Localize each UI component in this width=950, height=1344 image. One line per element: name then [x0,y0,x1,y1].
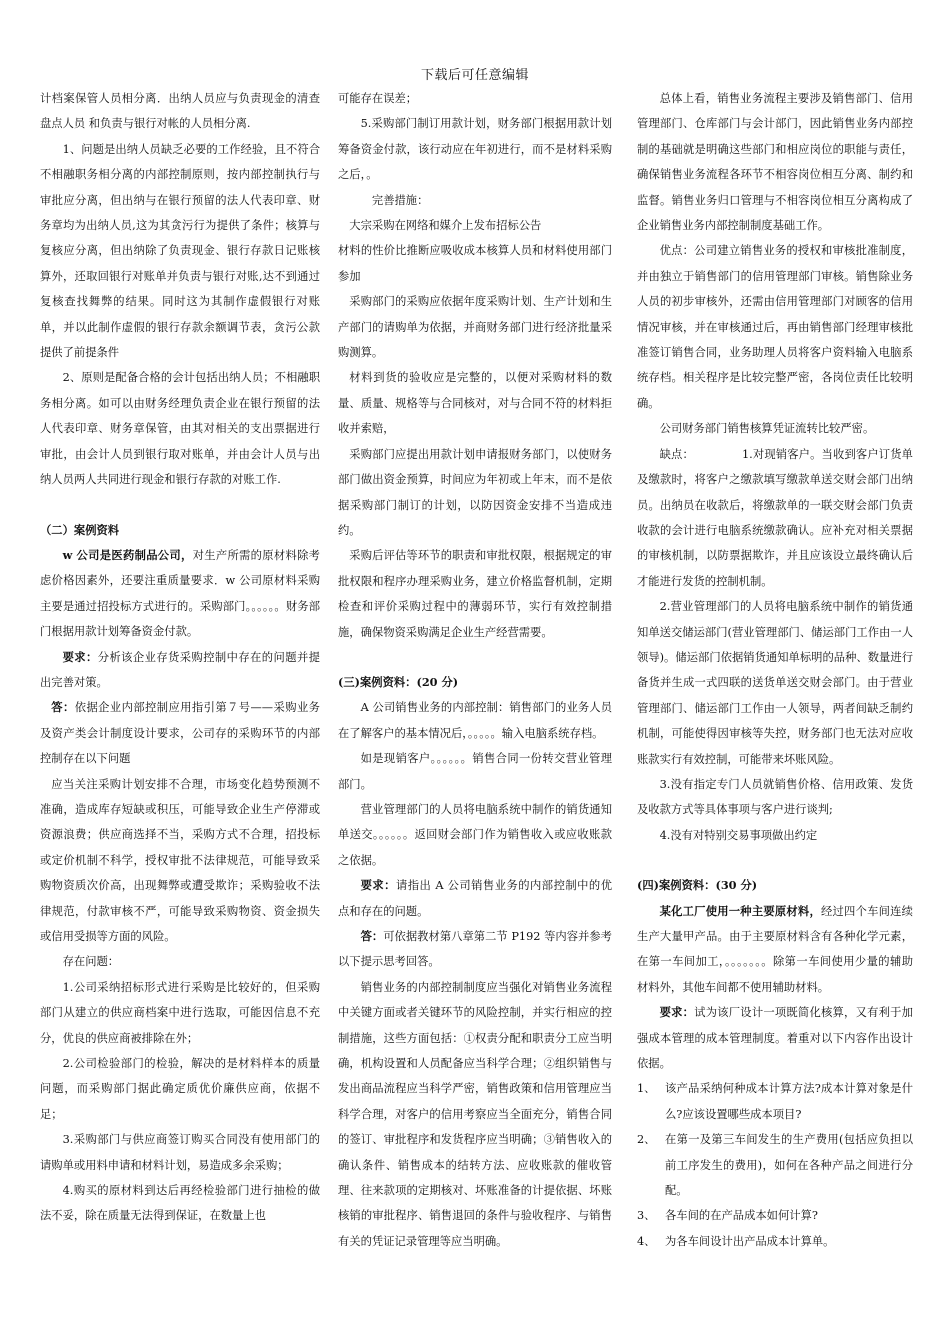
paragraph [40,695,320,771]
case-text: 经过四个车间连续生产大量甲产品。由于主要原材料含有各种化学元素，在第一车间加工，。。。。。。。除第一车间使用少量的辅助材料外，其他车间都不使用辅助材料。 [637,904,913,994]
requirement-label: 要求： [360,878,396,893]
list-item: 大宗采购在网络和媒介上发布招标公告 [349,219,542,233]
paragraph [40,645,320,696]
paragraph: 可能存在误差； [338,92,418,105]
column-1 [40,86,320,1229]
question-text: 在第一及第三车间发生的生产费用(包括应负担以前工序发生的费用)，如何在各种产品之间进行分配。 [665,1133,913,1198]
page-header: 下载后可任意编辑 [420,68,529,83]
list-item: 3.采购部门与供应商签订购买合同没有使用部门的请购单或用料申请和材料计划，易造成多余采购； [40,1133,320,1172]
paragraph: 2、原则是配备合格的会计包括出纳人员；不相融职务相分离。如可以由财务经理负责企业在银行预留的法人代表印章、财务章保管，由其对相关的支出票据进行审批，由会计人员到银行取对账单，并由会计人员与出纳人员两人共同进行现金和银行存款的对账工作. [40,371,320,487]
paragraph: 总体上看，销售业务流程主要涉及销售部门、信用管理部门、仓库部门与会计部门，因此销售业务内部控制的基础就是明确这些部门和相应岗位的职能与责任，确保销售业务流程各环节不相容岗位相互分离、制约和监督。销售业务归口管理与不相容岗位相互分离构成了企业销售业务内部控制制度基础工作。 [637,92,913,233]
question-number: 4、 [637,1234,656,1248]
paragraph [637,442,913,594]
paragraph: 1、问题是出纳人员缺乏必要的工作经验，且不符合不相融职务相分离的内部控制原则，按内部控制执行与审批应分离，但出纳与在银行预留的法人代表印章、财务章均为出纳人员,这为其贪污行为提供了条件；核算与复核应分离，但出纳除了负责现金、银行存款日记账核算外，还取回银行对账单并负责与银行对账,达不到通过复核查找舞弊的结果。同时这为其制作虚假银行对账单，并以此制作虚假的银行存款余额调节表，贪污公款提供了前提条件 [40,142,320,360]
case-text: 对生产所需的原材料除考虑价格因素外，还要注重质量要求．w 公司原材料采购主要是通过招投标方式进行的。采购部门。。。。。。财务部门根据用款计划筹备资金付款。 [40,548,320,639]
paragraph: 完善措施： [371,193,429,207]
column-3 [637,86,913,1254]
question-number: 1、 [637,1082,656,1096]
column-2 [338,86,612,1254]
paragraph: 营业管理部门的人员将电脑系统中制作的销货通知单送交。。。。。。返回财会部门作为销售收入或应收账款之依据。 [338,802,612,867]
list-item: 5.采购部门制订用款计划，财务部门根据用款计划筹备资金付款，该行动应在年初进行，而不是材料采购之后，。 [338,117,612,182]
question-number: 3、 [637,1209,656,1223]
question-text: 各车间的在产品成本如何计算? [665,1209,818,1223]
question-number: 2、 [637,1133,656,1147]
answer-label: 答： [360,929,384,943]
list-item: 4.购买的原材料到达后再经检验部门进行抽检的做法不妥，除在质量无法得到保证，在数量上也 [40,1184,320,1223]
requirement-text: 请指出 A 公司销售业务的内部控制中的优点和存在的问题。 [338,879,612,918]
paragraph [40,543,320,645]
paragraph [338,924,612,975]
paragraph: 计档案保管人员相分离．出纳人员应与负责现金的清查盘点人员 和负责与银行对帐的人员相分离. [40,92,320,131]
paragraph: 优点：公司建立销售业务的授权和审核批准制度，并由独立于销售部门的信用管理部门审核。销售除业务人员的初步审核外，还需由信用管理部门对顾客的信用情况审核，并在审核通过后，再由销售部门经理审核批准签订销售合同，业务助理人员将客户资料输入电脑系统存档。相关程序是比较完整严密，各岗位责任比较明确。 [637,244,913,410]
paragraph: 应当关注采购计划安排不合理，市场变化趋势预测不准确，造成库存短缺或积压，可能导致企业生产停滞或资源浪费；供应商选择不当，采购方式不合理，招投标或定价机制不科学，授权审批不法律规范，可能导致采购物资质次价高，出现舞弊或遭受欺诈；采购验收不法律规范，付款审核不严，可能导致采购物资、资金损失或信用受损等方面的风险。 [40,777,320,943]
weakness-text: 1.对现销客户。当收到客户订货单及缴款时，将客户之缴款填写缴款单送交财会部门出纳员。出纳员在收款后，将缴款单的一联交财会部门负责收款的会计进行电脑系统缴款确认。应补充对相关票据的审核机制，以防票据欺诈，并且应该设立最终确认后才能进行发货的控制机制。 [637,447,913,588]
paragraph: 2.营业管理部门的人员将电脑系统中制作的销货通知单送交储运部门(营业管理部门、储运部门工作由一人领导)。储运部门依据销货通知单标明的品种、数量进行备货并生成一式四联的送货单送交财会部门。由于营业管理部门、储运部门工作由一人领导，两者间缺乏制约机制，可能使得因审核等失控，财务部门也无法对应收账款实行有效控制，可能带来坏账风险。 [637,600,913,766]
list-item: 采购部门应提出用款计划申请报财务部门，以使财务部门做出资金预算，时间应为年初或上年末，而不是依据采购部门制订的计划，以防因资金安排不当造成违约。 [338,447,612,537]
paragraph: 4.没有对特别交易事项做出约定 [659,828,818,842]
requirement-label: 要求： [62,649,98,664]
list-item: 1.公司采纳招标形式进行采购是比较好的，但采购部门从建立的供应商档案中进行选取，可能因信息不充分，优良的供应商被排除在外； [40,980,320,1045]
paragraph: A 公司销售业务的内部控制：销售部门的业务人员在了解客户的基本情况后，。。。。。输入电脑系统存档。 [338,701,612,740]
requirement-text: 分析该企业存货采购控制中存在的问题并提出完善对策。 [40,650,320,689]
question-item [637,1127,913,1203]
answer-label: 答： [51,700,75,715]
question-text: 为各车间设计出产品成本计算单。 [665,1234,835,1248]
paragraph [637,1000,913,1076]
company-name: w 公司是医药制品公司， [62,547,193,562]
paragraph [637,899,913,1001]
paragraph: 如是现销客户。。。。。。销售合同一份转交营业管理部门。 [338,752,612,791]
paragraph [338,873,612,924]
question-text: 该产品采纳何种成本计算方法?成本计算对象是什么?应该设置哪些成本项目? [665,1082,913,1121]
case-bold-text: 某化工厂使用一种主要原材料， [659,903,821,918]
paragraph: 销售业务的内部控制制度应当强化对销售业务流程中关键方面或者关键环节的风险控制，并实行相应的控制措施，这些方面包括：①权责分配和职责分工应当明确，机构设置和人员配备应当科学合理；②组织销售与发出商品流程应当科学严密，销售政策和信用管理应当科学合理，对客户的信用考察应当全面充分，销售合同的签订、审批程序和发货程序应当明确；③销售收入的确认条件、销售成本的结转方法、应收账款的催收管理、往来款项的定期核对、坏账准备的计提依据、坏账核销的审批程序、销售退回的条件与验收程序、与销售有关的凭证记录管理等应当明确。 [338,980,612,1248]
requirement-label: 要求： [659,1005,695,1020]
paragraph: 存在问题： [62,955,120,969]
section-heading: （二）案例资料 [40,522,120,537]
section-heading: (四)案例资料：(30 分) [637,878,758,893]
paragraph: 公司财务部门销售核算凭证流转比较严密。 [659,422,875,436]
answer-text: 依据企业内部控制应用指引第７号——采购业务及资产类会计制度设计要求，公司存的采购环节的内部控制存在以下问题 [40,701,320,766]
list-item: 采购后评估等环节的职责和审批权限，根据规定的审批权限和程序办理采购业务，建立价格监督机制，定期检查和评价采购过程中的薄弱环节，实行有效控制措施，确保物资采购满足企业生产经营需要。 [338,549,612,639]
answer-text: 可依据教材第八章第二节 P192 等内容并参考以下提示思考回答。 [338,930,612,969]
question-item [637,1203,913,1228]
question-item [637,1076,913,1127]
list-item: 材料的性价比推断应吸收成本核算人员和材料使用部门参加 [338,244,612,283]
question-item [637,1229,913,1254]
list-item: 采购部门的采购应依据年度采购计划、生产计划和生产部门的请购单为依据，并商财务部门进行经济批量采购测算。 [338,295,612,360]
paragraph: 3.没有指定专门人员就销售价格、信用政策、发货及收款方式等具体事项与客户进行谈判; [637,777,913,817]
requirement-text: 试为该厂设计一项既简化核算，又有利于加强成本管理的成本管理制度。着重对以下内容作出设计依据。 [637,1006,913,1071]
weakness-label: 缺点： [659,447,694,461]
list-item: 材料到货的验收应是完整的，以便对采购材料的数量、质量、规格等与合同核对，对与合同不符的材料拒收并索赔， [338,371,612,436]
list-item: 2.公司检验部门的检验，解决的是材料样本的质量问题，而采购部门据此确定质优价廉供应商，依据不足； [40,1057,320,1121]
section-heading: (三)案例资料：(20 分) [338,674,459,689]
